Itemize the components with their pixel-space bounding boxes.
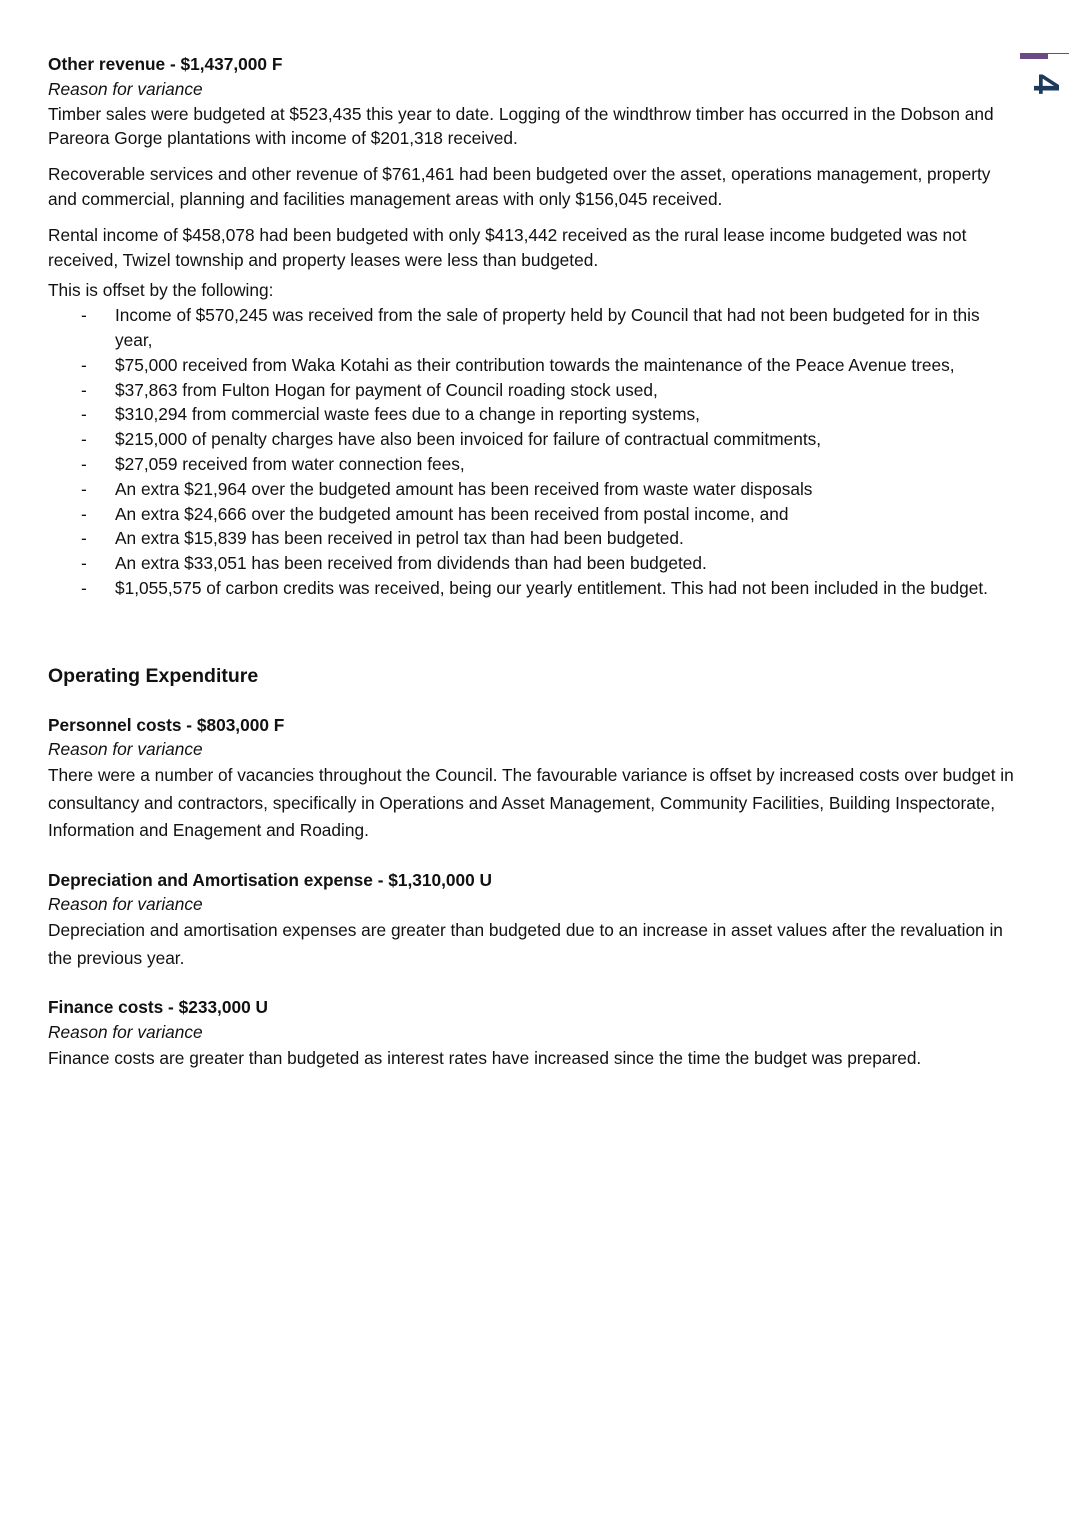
list-item: - $310,294 from commercial waste fees due to a change in reporting systems, [48, 402, 1018, 427]
offset-bullet-list [48, 303, 1018, 601]
finance-costs-heading: Finance costs - $233,000 U [48, 997, 268, 1018]
page-number-accent-bar [1020, 53, 1048, 59]
other-revenue-section [48, 52, 1018, 601]
list-item: - $37,863 from Fulton Hogan for payment of Council roading stock used, [48, 378, 1018, 403]
list-item: - An extra $21,964 over the budgeted amount has been received from waste water disposals [48, 477, 1018, 502]
list-item: - An extra $24,666 over the budgeted amount has been received from postal income, and [48, 502, 1018, 527]
list-item: - $27,059 received from water connection fees, [48, 452, 1018, 477]
personnel-costs-block [48, 713, 1018, 845]
list-item: - $75,000 received from Waka Kotahi as their contribution towards the maintenance of the Peace Avenue trees, [48, 353, 1018, 378]
personnel-reason-label: Reason for variance [48, 739, 203, 760]
rental-income-paragraph: Rental income of $458,078 had been budgeted with only $413,442 received as the rural lease income budgeted was not received, Twizel township and property leases were less than budgeted. [48, 224, 967, 270]
list-item: - An extra $33,051 has been received from dividends than had been budgeted. [48, 551, 1018, 576]
depreciation-text: Depreciation and amortisation expenses are greater than budgeted due to an increase in asset values after the revaluation in the previous year. [48, 920, 1003, 968]
personnel-costs-heading: Personnel costs - $803,000 F [48, 714, 285, 735]
recoverable-services-paragraph: Recoverable services and other revenue of $761,461 had been budgeted over the asset, operations management, property and commercial, planning and facilities management areas with only $156,045 received. [48, 164, 991, 209]
operating-expenditure-section [48, 664, 1018, 1073]
document-body [48, 52, 1018, 1072]
list-item: - $1,055,575 of carbon credits was received, being our yearly entitlement. This had not been included in the budget. [48, 576, 1018, 601]
operating-expenditure-heading: Operating Expenditure [48, 664, 259, 687]
list-item: - $215,000 of penalty charges have also been invoiced for failure of contractual commitments, [48, 427, 1018, 452]
page-number: 4 [1026, 73, 1067, 95]
timber-sales-paragraph: Timber sales were budgeted at $523,435 this year to date. Logging of the windthrow timber has occurred in the Dobson and Pareora Gorge plantations with income of $201,318 received. [48, 103, 994, 149]
offset-intro: This is offset by the following: [48, 280, 274, 301]
list-item: - Income of $570,245 was received from the sale of property held by Council that had not been budgeted for in this year, [48, 303, 1018, 353]
page-number-accent-line [1048, 53, 1069, 54]
finance-costs-block [48, 995, 1018, 1072]
other-revenue-heading: Other revenue - $1,437,000 F [48, 54, 283, 74]
depreciation-block [48, 868, 1018, 973]
finance-reason-label: Reason for variance [48, 1022, 203, 1043]
other-revenue-reason-label: Reason for variance [48, 78, 203, 99]
personnel-costs-text: There were a number of vacancies throughout the Council. The favourable variance is offset by increased costs over budget in consultancy and contractors, specifically in Operations and Asset Management, Community Facilities, Building Inspectorate, Information and Enagement and Roading. [48, 765, 1014, 841]
depreciation-heading: Depreciation and Amortisation expense - $1,310,000 U [48, 869, 493, 890]
list-item: - An extra $15,839 has been received in petrol tax than had been budgeted. [48, 526, 1018, 551]
depreciation-reason-label: Reason for variance [48, 894, 203, 915]
finance-costs-text: Finance costs are greater than budgeted as interest rates have increased since the time the budget was prepared. [48, 1047, 922, 1068]
